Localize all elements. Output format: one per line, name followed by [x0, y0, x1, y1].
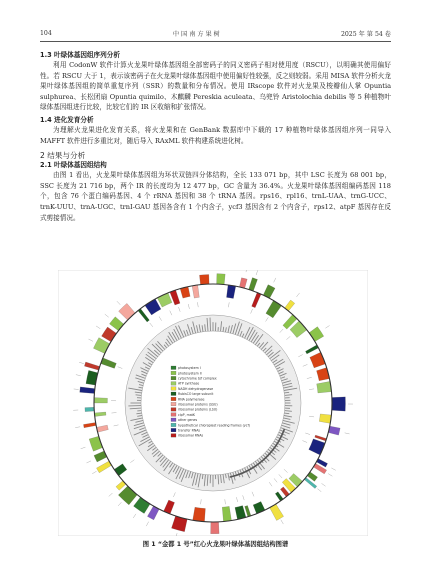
running-header: [40, 29, 391, 38]
legend-label: photosystem II: [178, 371, 202, 376]
gene-block: [332, 397, 346, 411]
issue-info: 2025 年 第 54 卷: [340, 31, 391, 38]
legend-label: RNA polymerase: [178, 397, 205, 402]
gene-block: [217, 274, 226, 285]
legend-label: ribosomal RNAs: [178, 433, 204, 438]
legend-label: other genes: [178, 418, 198, 423]
legend-label: ribosomal proteins (SSU): [178, 402, 218, 407]
legend-swatch: [171, 387, 176, 391]
legend-swatch: [171, 376, 176, 380]
legend-label: RubisCO large subunit: [178, 392, 214, 397]
legend-label: ATP synthase: [178, 381, 200, 386]
legend-label: ribosomal proteins (LSU): [178, 407, 218, 412]
section-1-3-heading: 1.3 叶绿体基因组序列分析: [40, 51, 120, 59]
header-divider: [40, 41, 391, 42]
legend-label: hypothetical chloroplast reading frames (ycf): [178, 423, 250, 428]
legend-swatch: [171, 434, 176, 438]
legend-swatch: [171, 392, 176, 396]
legend-label: transfer RNAs: [178, 428, 201, 433]
gene-block: [193, 507, 206, 521]
figure-caption: 图 1 “金都 1 号”红心火龙果叶绿体基因组结构图谱: [142, 541, 289, 548]
section-2-1-paragraph: 由图 1 看出，火龙果叶绿体基因组为环状双链四分体结构，全长 133 071 bp，其中 LSC 长度为 68 001 bp，SSC 长度为 21 716 bp，两个 IR 的长度均为 12 477 bp，GC 含量为 36.4%。火龙果叶绿体基因组编码基因 118 个，包含 76 个蛋白编码基因、4 个 rRNA 基因和 38 个 tRNA 基因。rps16、rpl16、trnL-UAA、trnG-UCC、trnK-UUU、trnA-UGC、trnI-GAU 基因各含有 1 个内含子，ycf3 基因含有 2 个内含子，rps12、atpF 基因存在反式剪接情况。: [40, 171, 391, 222]
legend-swatch: [171, 397, 176, 401]
section-2-heading: 2 结果与分析: [40, 151, 86, 161]
legend-label: cytochrome b/f complex: [178, 376, 217, 381]
body-text: [40, 51, 391, 223]
gene-block: [94, 398, 108, 403]
gene-block: [211, 522, 219, 534]
gc-bar: [136, 395, 142, 396]
legend-swatch: [171, 418, 176, 422]
legend-swatch: [171, 423, 176, 427]
section-1-3-paragraph: 利用 CodonW 软件计算火龙果叶绿体基因组全部密码子的同义密码子相对使用度（RSCU），以明确其使用偏好性。若 RSCU 大于 1，表示该密码子在火龙果叶绿体基因组中使用偏好性较强，反之则较弱。采用 MISA 软件分析火龙果叶绿体基因组的简单重复序列（SSR）的数量和分布情况。使用 IRscope 软件对火龙果及梭瓣仙人掌 Opuntia sulphurea、长松团扇 Opuntia quimilo、木麒麟 Pereskia aculeata、乌兜铃 Aristolochia debilis 等 5 种植物叶绿体基因组进行比较，比较它们的 IR 区收缩和扩张情况。: [40, 61, 391, 112]
section-1-4-paragraph: 为理解火龙果进化发育关系，将火龙果和在 GenBank 数据库中下载的 17 种植物叶绿体基因组序列一同导入 MAFFT 软件进行多重比对，随后导入 RAxML 软件构建系统进化树。: [40, 125, 391, 145]
legend-swatch: [171, 408, 176, 412]
gene-block: [199, 275, 209, 285]
section-2-1-heading: 2.1 叶绿体基因组结构: [40, 161, 107, 170]
legend-label: photosystem I: [178, 366, 201, 371]
page-number: 104: [40, 30, 52, 37]
legend-label: clpP, matK: [178, 412, 196, 417]
chloroplast-genome-map: [58, 270, 368, 536]
legend-swatch: [171, 413, 176, 417]
legend-swatch: [171, 366, 176, 370]
section-1-4-heading: 1.4 进化发育分析: [40, 115, 94, 124]
legend-label: NADH dehydrogenase: [178, 386, 214, 391]
legend-swatch: [171, 371, 176, 375]
gene-block: [85, 407, 94, 411]
legend-swatch: [171, 428, 176, 432]
genome-map-svg: [58, 270, 368, 536]
journal-title: 中 国 南 方 果 树: [172, 31, 220, 38]
legend-swatch: [171, 382, 176, 386]
legend-swatch: [171, 402, 176, 406]
